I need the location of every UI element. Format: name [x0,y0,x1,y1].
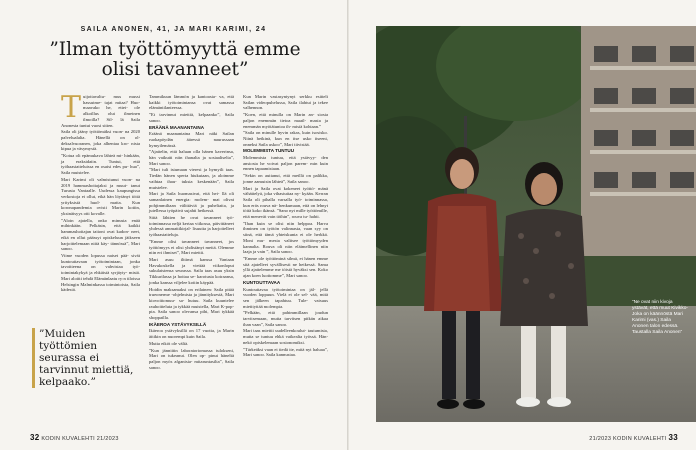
publication-label: 21/2023 KODIN KUVALEHTI [589,436,667,442]
paragraph: ”Pelkään, että pahimmillaan joudun tarvitsemaan, mutta tarvitsen pitkän aikaa ihan vaan”, Saila sanoo. [243,310,328,327]
paragraph: ”Ihan kuin se olisi niin helppoa. Harva ihminen on työtön valinnasta, vaan syy on siinä, että tämä yhteiskunta ei ole herkkä. Moni mu- mesta valitsee työttömyyden kannalta. Rouva oli niin eläimellinen niin laaja ja vain ”, Saila sanoo. [243,220,328,255]
paragraph: Siitä lähtien he ovat tavanneet työ- toiminnassa neljä kertaa viikossa, päivittäneet yhdessä ammattikirjal- lisuutta ja harjoitelleet työhaastatteluja. [149,215,234,238]
page-number: 33 [668,433,678,442]
paragraph: ”Ajattelin, että haluan olla hänen kaverinsa, hän vaikutti niin ihanalta ja sosiaaliselta”, Mari sanoo. [149,149,234,166]
paragraph: Tammikuun lämmön ja kantoasta- va, että kaikki työtoimintansa ovat samassa elämäntilanteessa. [149,94,234,111]
article-column-3 [243,94,328,359]
paragraph: ”Koen, että minulla on Marin an- siosta paljon enemmän tietoa maail- masta ja enemmän myötätuntoa ih- misiä kohtaan.” [243,112,328,129]
paragraph: Kun Marin vastasyntynyt serkku esitteli Sailan videopuhelussa, Saila ilahtui ja tekee valhennon. [243,94,328,111]
right-page [349,0,696,450]
folio-left [30,433,119,442]
paragraph: Eräänä maanantaina Mari näki Sailan ruokapöydän ääressä naurussaan hymyilemässä. [149,131,234,148]
headline: ”Ilman työttömyyttä emme olisi tavanneet” [49,39,301,80]
portrait-photo [376,26,696,422]
paragraph: Kuntouttavaa työtoimintaa on jäl- jellä vuoden loppuun. Vielä ei ole sel- vää, mitä sen jälkeen tapahtuu. Tule- vaisuus mietityttää molempia. [243,286,328,309]
paragraph: Mari Karimi oli valmistunut vuon- na 2019 hammashoitajaksi ja muut- tanut Turusta Vantaalle. Uudessa kaupungissa verkostoja ei ollut, eikä hän löytänyt töitä yrityksistä huol- matta. Kun koronapandemia ovisti Marin kotiin, yksinäisyys otti kovalle. [61,176,140,217]
photo-illustration [376,26,696,422]
paragraph: ”Et tarvinnut miettiä, kelpaanko”, Saila sanoo. [149,112,234,123]
paragraph: ”Saila on minulle hyvin rakas, kuin isosisko. Niinä hetkinä, kun en itse usko itseeni, onneksi Saila uskoo”, Mari tiivistää. [243,130,328,147]
paragraph: Mari ja Saila huomasivat, että hei- llä oli samanlainen energia: molem- mat olivat pohjimmiltaan välittäviä ja puheliaita, ja jutellessa työpäivä sujahti hetkessä. [149,191,234,214]
photo-caption: ”Ne ovat niin kivoja ystävät, että muut Kivikko- Joka on käännöstä Mari Karimi (vas.) Saila Anonen talon edessä. Taustalla Saila Anonen” [632,300,688,335]
paragraph: ”Emme olisi tavanneet tavanneet, jos työttömyys ei olisi yhdistänyt meitä. Olemme niin eri ihmiset”, Mari miettii. [149,238,234,256]
paragraph: ”Aloin ajatella, onko minusta enää mihinkään. Pelkäsin, että kaikki hammashoitajan taitoni ovat kadon- neet, eikä en ollut päässyt opiskeluun jäikseen harjoittelemaan niitä käy- tännössä”, Mari sanoo. [61,217,140,252]
paragraph: ”Emme ole työttöminä silmä, et hänen emme sitä ajatelleet syvällisesti ne hetkessä. Sama yllä ajattelemme me töistä hyväksi sen. Koko ajan koen luottomme”, Mari sanoo. [243,255,328,279]
paragraph: Ikäeroa ystävyksillä on 17 vuotta, ja Marin äitikin on nuorempi kuin Saila. [149,328,234,340]
paragraph: Mari ja Saila ovat kokeneet työttö- mänä vähättelyä, joka vihastuttaa ny- kyään. Kerran Saila oli pihalla varsalla työ- toiminnassa, kun eräs rouva nä- henkumaan, että on lehnyt töitä koko ikänsä. ”Sano nyt mille työttömille, että menevät vain töihin”, rouva tu- hahti. [243,185,328,220]
page-number: 32 [30,433,40,442]
subheading: MOLEMMISTA TUNTUU [243,148,295,154]
paragraph: uijottavaltu- mus mussi hassutme- tajat mitaa? Huo- maavako he, ettei- ole alkoillus olut ilmeinen ilmoilla? Sil- lä Saila Anonesta tuntui vuosi sitten. [61,94,140,128]
paragraph: Viime vuoden lopussa naiset pää- sivät kuntouttavaan työtoimintaan, jonka tavoitteena on vahvistaa työ- toimintakykyä ja ehkäistä syrjäyty- mistä. Mari aloitti tehdä Elämänlaatu ry:n tiloissa Helsingin Malminkassa toimintoista, Saila kädestä. [61,252,140,293]
paragraph: Molemmista tuntuu, että ystävyy- den ansiosta he voivat paljon parem- min kuin ennen tapaamistaan. [243,155,328,172]
drop-cap: T [61,90,82,125]
subheading: ERÄÄNÄ MAANANTAINA [149,124,205,130]
paragraph: Mutta eiköt ole väliä. [149,340,189,346]
subheading: IKÄEROA YSTÄVYKSILLÄ [149,321,207,327]
paragraph: Saila oli jääny työttömäksi vuon- na 2020 palvelualalta. Hänellä on ol- deksalvuoranen, joka alhentaa kro- nista kipua ja väsymystä. [61,129,140,152]
paragraph: Mari asuu ilttimä kanssa Vantaan Havukoskella ja viettää viikonloput sukulaistensa seurassa. Saila taas asuu yksin Tikkurilassa ja hoitaa se- karotusta koiraansa, jonka kanssa viljelee kotiin käypää. [149,256,234,285]
left-page [0,0,347,450]
paragraph: Hoidin maksamaksi on erilainen: Saila pitää trueonerme -ohjelmista ja jännityksestä, Mari kiovoittomuu- sa- hutuu. Saila kuuntelee rauhoitteluta ja tykkää muistella, Mari K-pop- pia. Saila sanoo olevansa pihi, Mari tykkää shoppailla. [149,286,234,321]
kicker: SAILA ANONEN, 41, JA MARI KARIMI, 24 [80,26,267,33]
subheading: KUNTOUTTAVAA [243,279,281,285]
paragraph: ”Mari tuli istumaan vieresi ja hymyili taas. Tiedän hänen sperta hiukutaan, ja aloimme vaihtaa ihau- tuksia keskenään”, Saila muistelee. [149,167,234,190]
paragraph: ”Kotua oli epämukava lähteä mi- hinkään, ja eraksidaiin. Tuntui, että työhaastatteluissa en osaisi edes pu- hua”, Saila muistelee. [61,153,140,176]
article-column-1 [61,90,140,294]
publication-label: KODIN KUVALEHTI 21/2023 [41,436,119,442]
paragraph: ”Sekin on auttanut, että meillä on palikka, jonne aamuisin lähteä”, Saila sanoo. [243,173,328,184]
pull-quote: ”Muiden työttömien seurassa ei tarvinnut miettiä, kelpaako.” [32,328,140,388]
paragraph: ”Tärkeäksi vaan ei tiedä ite, mitä nyt haluaa”, Mari sanoo. Saila kannustaa. [243,346,328,358]
article-column-2 [149,94,234,371]
folio-right [589,433,678,442]
paragraph: Mari taas miettii uudelleenkoulut- tautumista, mutta se tuntuu ehkä vaikealta työssä. Hän- nekö opiskelemaan sosionomiksi. [243,328,328,345]
paragraph: ”Kun jänniitin laboratoriomassa tulokseni, Mari on tukeanut. Olen op- pinut häneltä paljon myös afganisia- mitaruntasilta”, Saila sanoo. [149,347,234,370]
